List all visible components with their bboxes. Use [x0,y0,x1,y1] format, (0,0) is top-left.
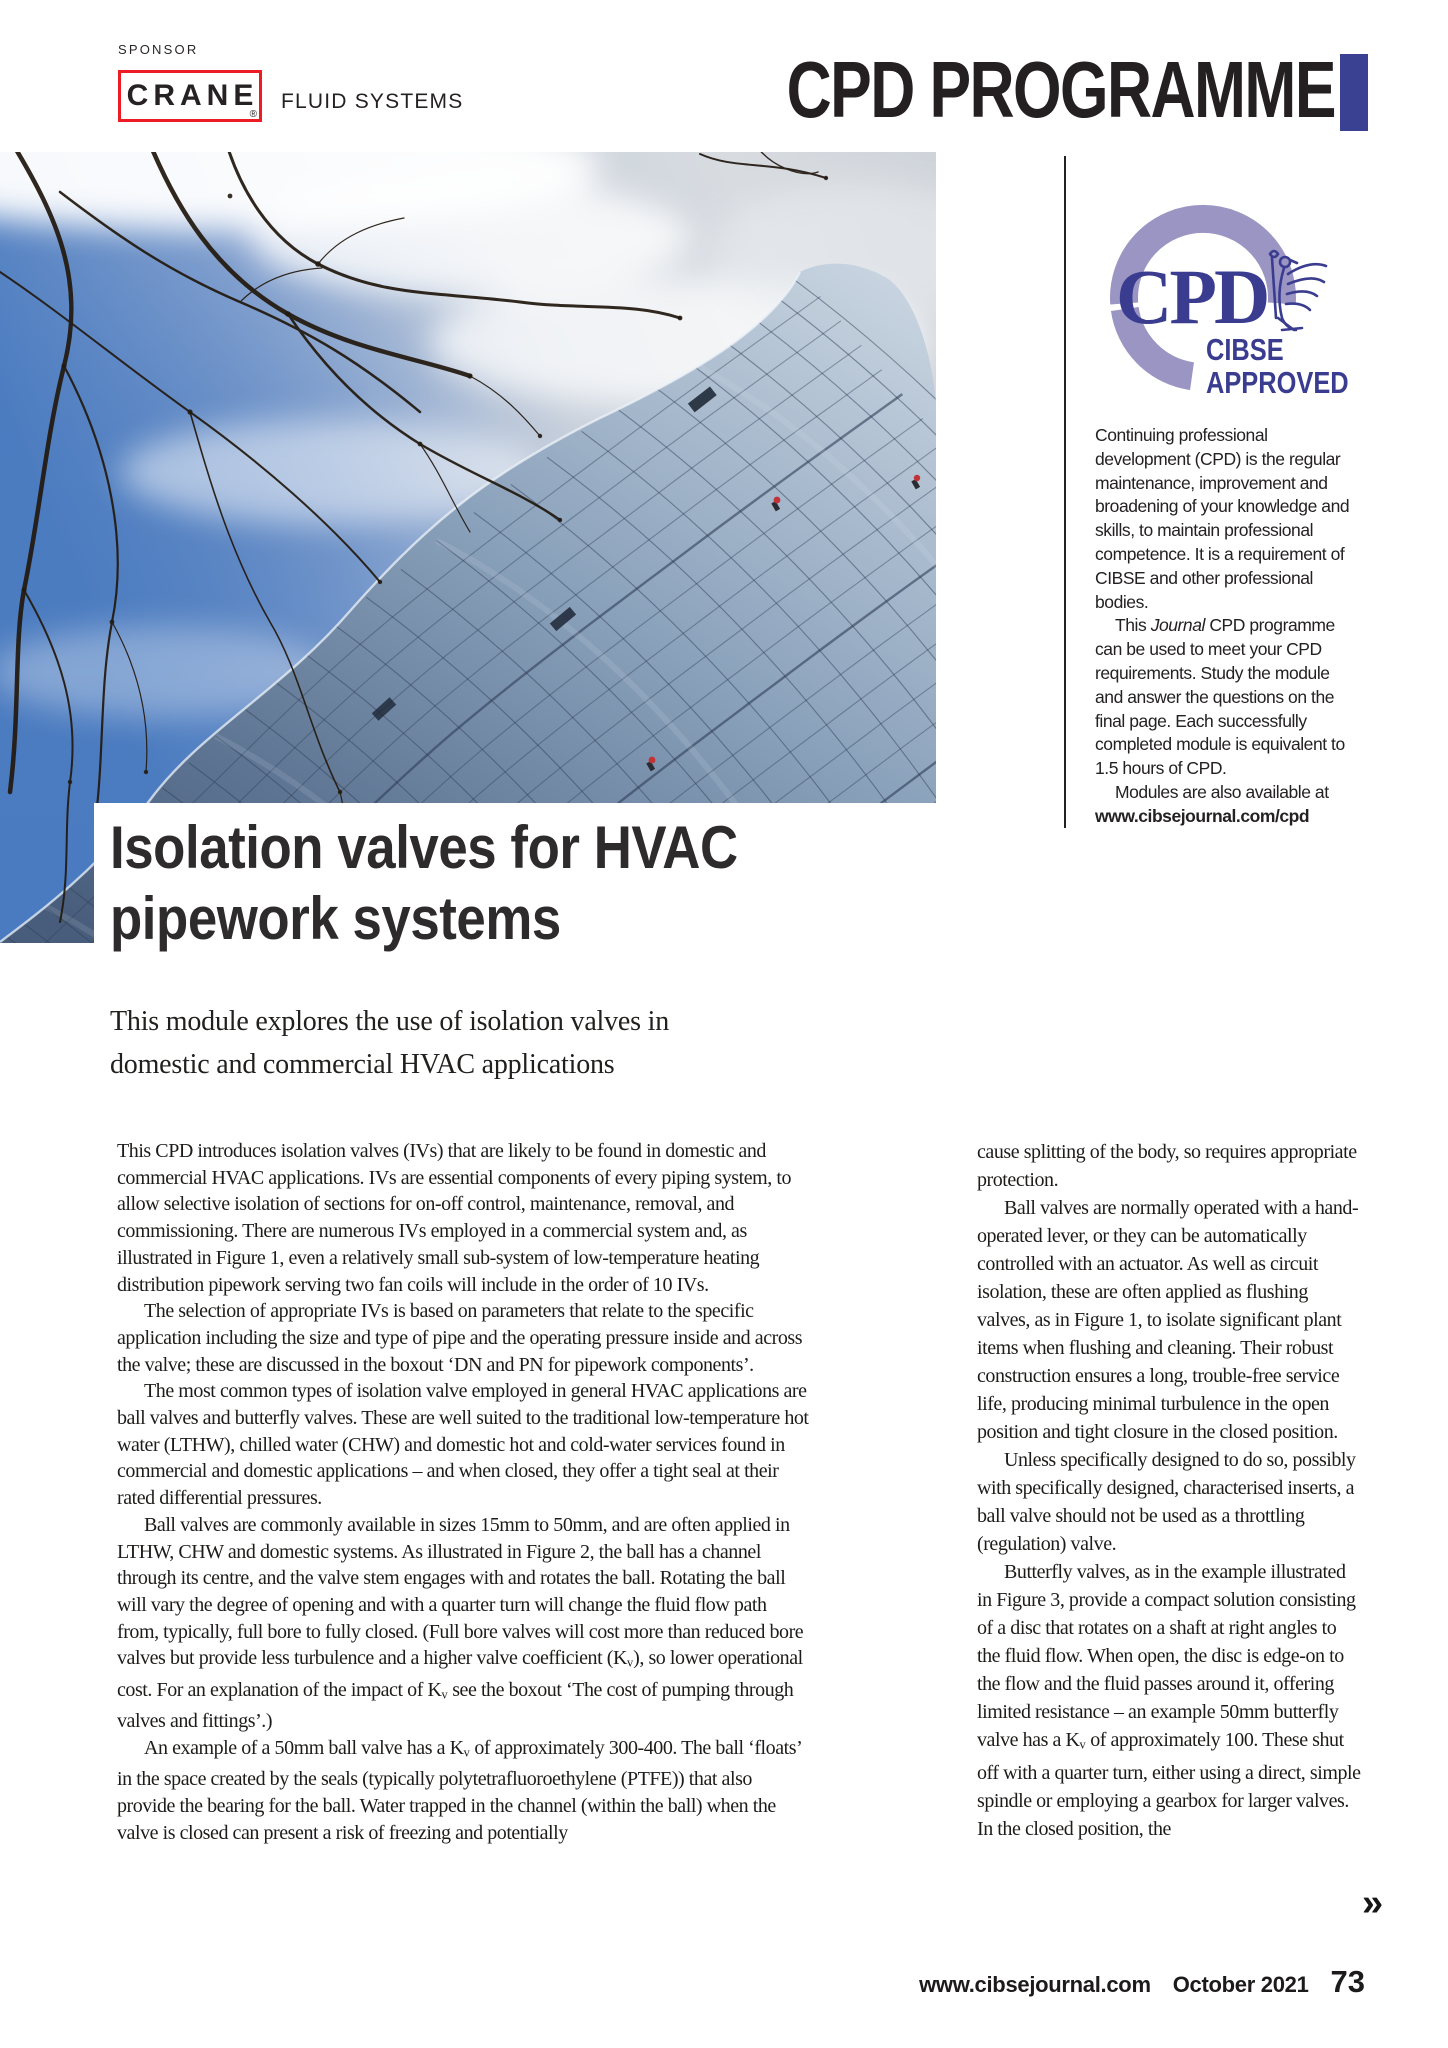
crane-logo-text: CRANE [126,79,259,112]
article-headline [110,812,738,954]
paragraph: Modules are also available at www.cibsejournal.com/cpd [1095,781,1329,826]
paragraph: Ball valves are normally operated with a hand-operated lever, or they can be automatically controlled with an actuator. As well as circuit isolation, these are often applied as flushing valves, as in Figure 1, to isolate significant plant items when flushing and cleaning. Their robust construction ensures a long, trouble-free service life, producing minimal turbulence in the open position and tight closure in the closed position. [977,1197,1359,1443]
paragraph: Butterfly valves, as in the example illustrated in Figure 3, provide a compact solution consisting of a disc that rotates on a shaft at right angles to the fluid flow. When open, the disc is edge-on to the flow and the fluid passes around it, offering limited resistance – an example 50mm butterfly valve has a $K_v$ of approximately 100. These shut off with a quarter turn, either using a direct, simple spindle or employing a gearbox for larger valves. In the closed position, the [977,1561,1361,1840]
crane-fluid-systems-label: FLUID SYSTEMS [281,90,464,113]
crane-logo [118,70,262,122]
headline-line-2: pipework systems [110,885,561,952]
paragraph: The selection of appropriate IVs is based on parameters that relate to the specific application including the size and type of pipe and the operating pressure inside and across the valve; these are discussed in the boxout ‘DN and PN for pipework components’. [117,1300,803,1376]
page-footer [919,1964,1365,2000]
sponsor-label: SPONSOR [118,42,199,57]
cibse-label: CIBSE [1206,332,1284,367]
continues-chevron-icon: » [1362,1882,1384,1924]
standfirst: This module explores the use of isolation valves in domestic and commercial HVAC applications [110,1006,670,1080]
cpd-badge-text: CPD [1116,253,1268,340]
article-column-left [117,1138,811,1846]
footer-issue-date: October 2021 [1172,1972,1309,1997]
paragraph: Ball valves are commonly available in sizes 15mm to 50mm, and are often applied in LTHW, CHW and domestic systems. As illustrated in Figure 2, the ball has a channel through its centre, and the valve stem engages with and rotates the ball. Rotating the ball will vary the degree of opening and with a quarter turn will change the fluid flow path from, typically, full bore to fully closed. (Full bore valves will cost more than reduced bore valves but provide less turbulence and a higher valve coefficient $(K_v)$, so lower operational cost. For an explanation of the impact of $K_v$ see the boxout ‘The cost of pumping through valves and fittings’.) [117,1513,804,1733]
footer-website: www.cibsejournal.com [919,1972,1151,1997]
cpd-intro-text [1095,424,1353,829]
paragraph: Continuing professional development (CPD) is the regular maintenance, improvement and broadening of your knowledge and skills, to maintain professional competence. It is a requirement of CIBSE and other professional bodies. [1095,425,1350,612]
registered-trademark-icon: ® [249,109,257,120]
footer-page-number: 73 [1330,1964,1365,1999]
paragraph: The most common types of isolation valve employed in general HVAC applications are ball valves and butterfly valves. These are well suited to the traditional low-temperature hot water (LTHW), chilled water (CHW) and domestic hot and cold-water services found in commercial and domestic applications – and when closed, they offer a tight seal at their rated differential pressures. [117,1380,809,1510]
paragraph: An example of a 50mm ball valve has a $K_v$ of approximately 300-400. The ball ‘floats’ in the space created by the seals (typically polytetrafluoroethylene (PTFE)) that also provide the bearing for the ball. Water trapped in the channel (within the ball) when the valve is closed can present a risk of freezing and potentially [117,1736,801,1844]
paragraph: Unless specifically designed to do so, possibly with specifically designed, characterised inserts, a ball valve should not be used as a throttling (regulation) valve. [977,1449,1356,1555]
cibse-griffin-icon [1258,248,1330,334]
paragraph: This CPD introduces isolation valves (IVs) that are likely to be found in domestic and commercial HVAC applications. IVs are essential components of every piping system, to allow selective isolation of sections for on-off control, maintenance, removal, and commissioning. There are numerous IVs employed in a commercial system and, as illustrated in Figure 1, even a relatively small sub-system of low-temperature heating distribution pipework serving two fan coils will include in the order of 10 IVs. [117,1140,791,1296]
article-column-right [977,1138,1361,1843]
paragraph: This Journal CPD programme can be used to meet your CPD requirements. Study the module and answer the questions on the final page. Each successfully completed module is equivalent to 1.5 hours of CPD. [1095,615,1345,779]
sidebar-divider-rule [1064,156,1066,828]
cpd-cibse-approved-badge [1100,162,1352,412]
page-title: CPD PROGRAMME [786,45,1335,134]
headline-line-1: Isolation valves for HVAC [110,814,738,881]
title-accent-bar [1340,54,1368,131]
paragraph: cause splitting of the body, so requires appropriate protection. [977,1141,1357,1191]
approved-label: APPROVED [1206,365,1349,400]
